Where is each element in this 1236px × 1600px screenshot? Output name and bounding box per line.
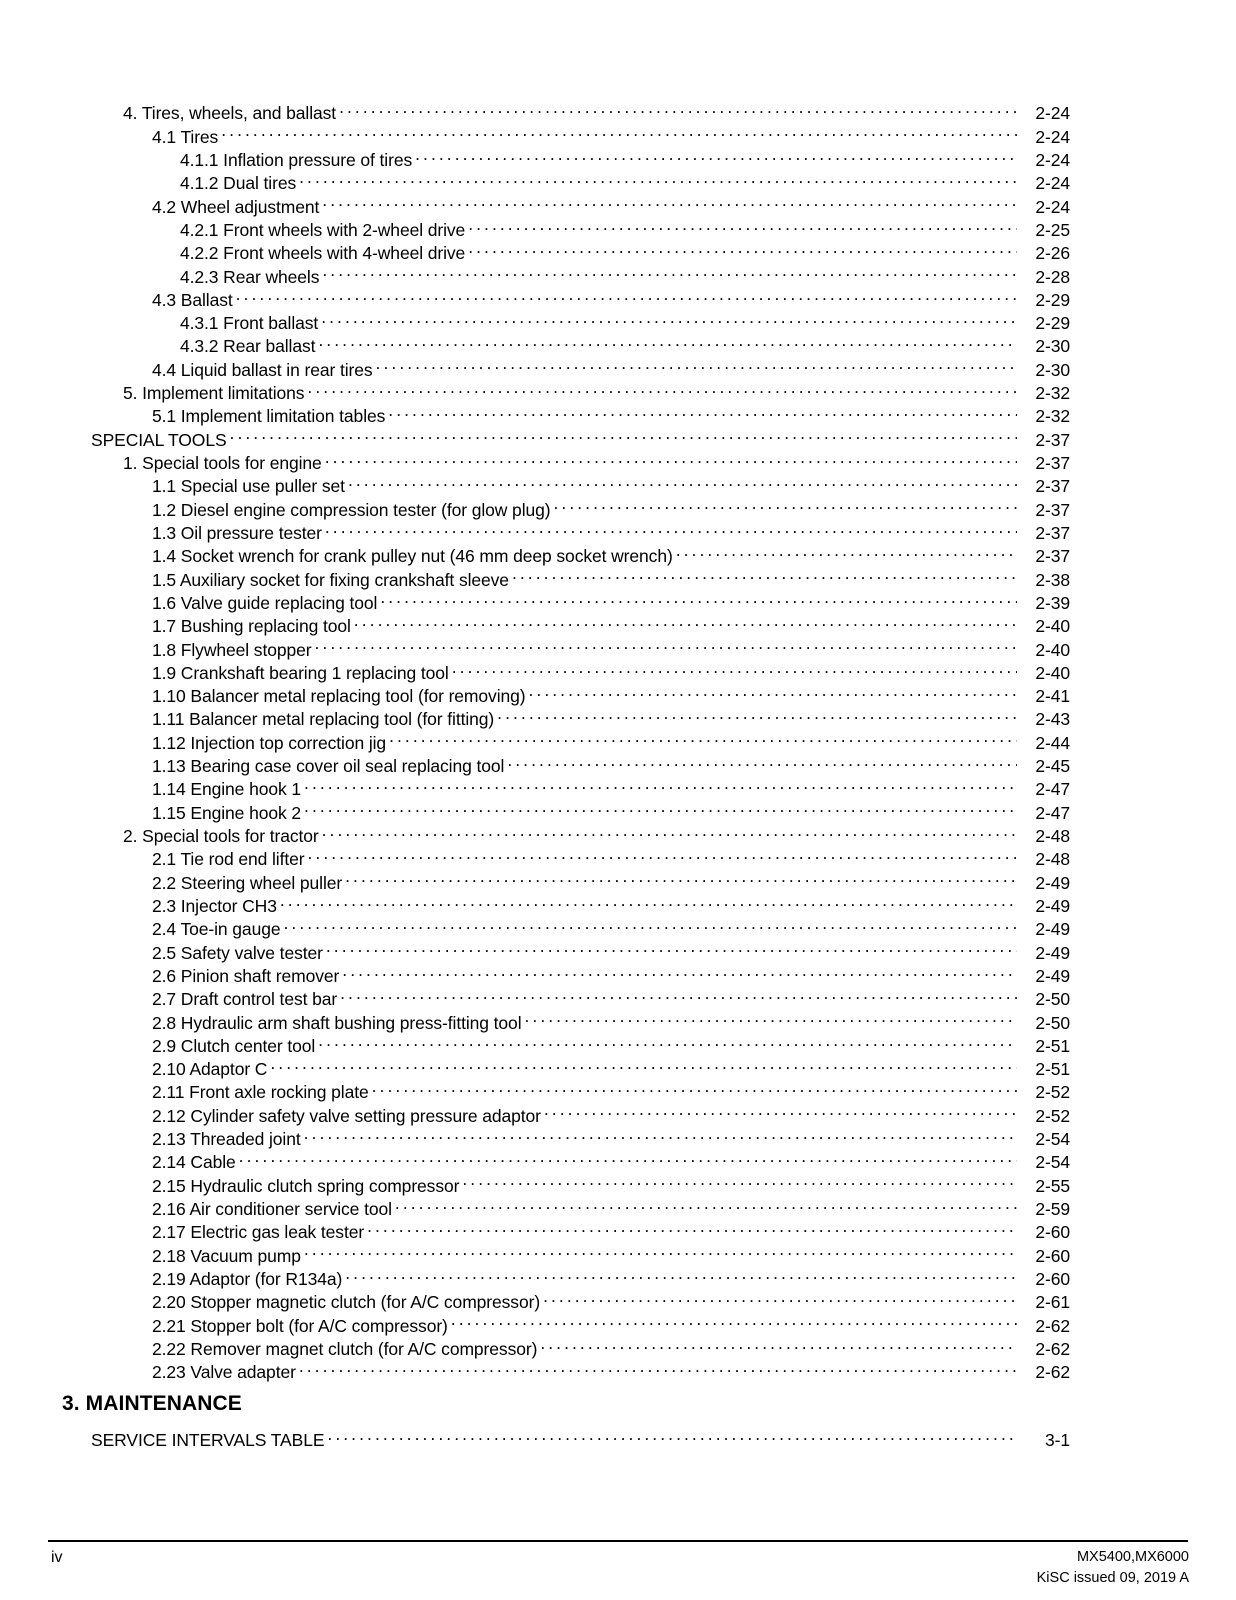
toc-dot-leader: [524, 1005, 1017, 1028]
toc-dot-leader: [321, 306, 1017, 329]
toc-entry-page: 2-62: [1035, 1362, 1070, 1383]
toc-entry-page: 2-44: [1035, 732, 1070, 753]
toc-entry-label: 1.15 Engine hook 2: [152, 802, 302, 823]
toc-entry-page: 2-39: [1035, 592, 1070, 613]
toc-entry-page: 2-55: [1035, 1175, 1070, 1196]
toc-entry-label: 2.11 Front axle rocking plate: [152, 1082, 369, 1103]
toc-entry-page: 2-24: [1035, 196, 1070, 217]
toc-entry-label: 2.19 Adaptor (for R134a): [152, 1268, 343, 1289]
toc-entry-page: 2-24: [1035, 103, 1070, 124]
toc-entry-page: 2-60: [1035, 1222, 1070, 1243]
toc-dot-leader: [325, 446, 1017, 469]
toc-dot-leader: [270, 1052, 1017, 1075]
toc-entry-label: 1.8 Flywheel stopper: [152, 639, 312, 660]
toc-entry-label: 4.1 Tires: [152, 126, 219, 147]
toc-dot-leader: [372, 1075, 1017, 1098]
toc-entry-label: 2.5 Safety valve tester: [152, 942, 323, 963]
toc-entry-label: 2.16 Air conditioner service tool: [152, 1199, 392, 1219]
toc-entry-label: 1.9 Crankshaft bearing 1 replacing tool: [152, 662, 449, 683]
toc-entry-page: 2-62: [1035, 1338, 1070, 1359]
toc-dot-leader: [340, 982, 1017, 1005]
toc-entry-label: 5.1 Implement limitation tables: [152, 406, 386, 427]
toc-entry-label: 5. Implement limitations: [123, 383, 305, 404]
toc-entry-page: 2-51: [1035, 1035, 1070, 1056]
toc-entry-page: 2-49: [1035, 965, 1070, 986]
toc-dot-leader: [468, 236, 1017, 259]
toc-entry-page: 2-32: [1035, 406, 1070, 427]
toc-entry-label: 4.2.2 Front wheels with 4-wheel drive: [180, 243, 466, 264]
toc-dot-leader: [304, 795, 1017, 818]
toc-dot-leader: [299, 166, 1017, 189]
toc-entry-page: 2-50: [1035, 1012, 1070, 1033]
toc-entry-page: 2-48: [1035, 826, 1070, 846]
toc-dot-leader: [354, 609, 1017, 632]
toc-dot-leader: [280, 889, 1017, 912]
toc-entry-page: 2-37: [1035, 546, 1070, 567]
toc-dot-leader: [507, 749, 1017, 772]
toc-dot-leader: [304, 1122, 1017, 1145]
toc-dot-leader: [376, 352, 1017, 375]
toc-entry-page: 2-37: [1035, 499, 1070, 520]
toc-entry-page: 2-37: [1035, 453, 1070, 473]
toc-entry-page: 2-40: [1035, 639, 1070, 660]
toc-entry-page: 3-1: [1045, 1429, 1070, 1450]
toc-entry-label: 1.12 Injection top correction jig: [152, 732, 387, 753]
toc-entry-page: 2-29: [1035, 289, 1070, 310]
toc-dot-leader: [236, 283, 1017, 306]
toc-entry-label: 2.4 Toe-in gauge: [152, 919, 281, 940]
toc-entry-label: SERVICE INTERVALS TABLE: [91, 1429, 325, 1450]
toc-entry-label: 1. Special tools for engine: [123, 453, 322, 473]
toc-entry-page: 2-49: [1035, 942, 1070, 963]
toc-entry-label: 2.7 Draft control test bar: [152, 989, 338, 1010]
toc-dot-leader: [389, 725, 1017, 748]
toc-entry-label: 2.3 Injector CH3: [152, 895, 277, 916]
toc-entry-page: 2-24: [1035, 126, 1070, 147]
toc-dot-leader: [342, 959, 1017, 982]
toc-dot-leader: [339, 96, 1017, 119]
toc-entry-label: 2.22 Remover magnet clutch (for A/C compressor): [152, 1338, 538, 1359]
toc-dot-leader: [327, 1423, 1017, 1446]
toc-entry-page: 2-49: [1035, 919, 1070, 940]
toc-entry-page: 2-48: [1035, 849, 1070, 870]
toc-dot-leader: [304, 1238, 1017, 1261]
toc-dot-leader: [318, 1029, 1017, 1052]
toc-entry-label: 1.13 Bearing case cover oil seal replacing tool: [152, 756, 505, 777]
toc-entry-page: 2-52: [1035, 1082, 1070, 1103]
toc-entry-page: 2-25: [1035, 219, 1070, 240]
toc-dot-leader: [553, 492, 1017, 515]
toc-entry-label: 4.1.1 Inflation pressure of tires: [180, 149, 413, 170]
toc-entry-page: 2-50: [1035, 989, 1070, 1010]
toc-dot-leader: [528, 679, 1017, 702]
toc-entry-label: SPECIAL TOOLS: [91, 429, 227, 450]
toc-entry-page: 2-52: [1035, 1105, 1070, 1126]
toc-entry-page: 2-32: [1035, 383, 1070, 404]
toc-entry-label: 2.6 Pinion shaft remover: [152, 965, 340, 986]
footer-model: MX5400,MX6000: [1076, 1549, 1189, 1565]
toc-entry-page: 2-49: [1035, 895, 1070, 916]
toc-entry-label: 4.3.2 Rear ballast: [180, 336, 316, 357]
toc-dot-leader: [540, 1332, 1017, 1355]
toc-dot-leader: [322, 259, 1017, 282]
table-of-contents: [0, 96, 1236, 1383]
toc-entry-page: 2-43: [1035, 709, 1070, 730]
toc-dot-leader: [326, 935, 1017, 958]
toc-entry-label: 2.12 Cylinder safety valve setting pressure adaptor: [152, 1105, 541, 1126]
toc-dot-leader: [497, 702, 1017, 725]
toc-entry-label: 2.8 Hydraulic arm shaft bushing press-fitting tool: [152, 1012, 522, 1033]
toc-dot-leader: [230, 422, 1017, 445]
toc-entry-label: 2.9 Clutch center tool: [152, 1035, 316, 1056]
toc-entry-label: 4.3 Ballast: [152, 289, 233, 310]
toc-dot-leader: [544, 1098, 1017, 1121]
toc-entry-label: 4.1.2 Dual tires: [180, 173, 297, 194]
toc-entry-page: 2-40: [1035, 616, 1070, 637]
toc-entry-page: 2-24: [1035, 149, 1070, 170]
toc-dot-leader: [221, 119, 1017, 142]
toc-entry-page: 2-40: [1035, 662, 1070, 683]
toc-entry-label: 1.14 Engine hook 1: [152, 779, 302, 800]
toc-entry-label: 4.3.1 Front ballast: [180, 313, 319, 334]
toc-dot-leader: [348, 469, 1017, 492]
toc-entry-page: 2-59: [1035, 1199, 1070, 1219]
toc-entry[interactable]: [0, 1423, 1236, 1450]
footer-issued: KiSC issued 09, 2019 A: [1036, 1570, 1189, 1586]
toc-entry-label: 1.2 Diesel engine compression tester (for glow plug): [152, 499, 551, 520]
toc-entry-page: 2-38: [1035, 569, 1070, 590]
toc-entry-page: 2-51: [1035, 1059, 1070, 1080]
toc-entry-page: 2-24: [1035, 173, 1070, 194]
toc-entry-page: 2-30: [1035, 336, 1070, 357]
toc-entry-label: 1.10 Balancer metal replacing tool (for removing): [152, 686, 526, 707]
toc-dot-leader: [451, 1308, 1017, 1331]
toc-dot-leader: [307, 376, 1017, 399]
toc-entry-page: 2-54: [1035, 1129, 1070, 1150]
toc-entry-page: 2-30: [1035, 359, 1070, 380]
toc-dot-leader: [512, 562, 1017, 585]
toc-entry-page: 2-37: [1035, 429, 1070, 450]
toc-entry-label: 2.14 Cable: [152, 1152, 236, 1173]
toc-dot-leader: [462, 1168, 1017, 1191]
toc-entry-label: 4.2 Wheel adjustment: [152, 196, 320, 217]
footer-page-number: iv: [51, 1549, 63, 1566]
toc-entry-page: 2-60: [1035, 1268, 1070, 1289]
toc-entry-label: 2. Special tools for tractor: [123, 826, 319, 846]
toc-entry-label: 2.23 Valve adapter: [152, 1362, 296, 1383]
toc-dot-leader: [543, 1285, 1017, 1308]
toc-dot-leader: [239, 1145, 1017, 1168]
toc-dot-leader: [452, 656, 1017, 679]
toc-dot-leader: [380, 586, 1017, 609]
toc-entry-page: 2-37: [1035, 522, 1070, 543]
toc-dot-leader: [415, 143, 1017, 166]
toc-entry-page: 2-47: [1035, 779, 1070, 800]
chapter-toc-entries: [0, 1423, 1236, 1450]
toc-entry-label: 2.15 Hydraulic clutch spring compressor: [152, 1175, 460, 1196]
toc-dot-leader: [318, 329, 1017, 352]
toc-entry-label: 4. Tires, wheels, and ballast: [123, 103, 337, 124]
toc-dot-leader: [307, 842, 1017, 865]
toc-entry-page: 2-60: [1035, 1245, 1070, 1266]
toc-entry-page: 2-61: [1035, 1292, 1070, 1313]
toc-entry-label: 1.3 Oil pressure tester: [152, 522, 322, 543]
toc-dot-leader: [283, 912, 1017, 935]
toc-entry-label: 2.13 Threaded joint: [152, 1129, 301, 1150]
footer-divider: [48, 1540, 1188, 1542]
toc-entry-page: 2-49: [1035, 872, 1070, 893]
toc-entry-page: 2-45: [1035, 756, 1070, 777]
toc-entry-page: 2-41: [1035, 686, 1070, 707]
toc-entry-page: 2-29: [1035, 313, 1070, 334]
toc-entry-label: 2.21 Stopper bolt (for A/C compressor): [152, 1315, 448, 1336]
toc-dot-leader: [676, 539, 1017, 562]
toc-entry-label: 2.1 Tie rod end lifter: [152, 849, 305, 870]
toc-dot-leader: [345, 865, 1017, 888]
toc-entry-label: 1.11 Balancer metal replacing tool (for fitting): [152, 709, 495, 730]
toc-entry-label: 1.5 Auxiliary socket for fixing crankshaft sleeve: [152, 569, 509, 590]
toc-dot-leader: [468, 213, 1017, 236]
toc-entry-label: 2.17 Electric gas leak tester: [152, 1222, 365, 1243]
toc-entry[interactable]: [0, 96, 1236, 124]
toc-dot-leader: [367, 1215, 1017, 1238]
toc-entry-label: 2.20 Stopper magnetic clutch (for A/C compressor): [152, 1292, 541, 1313]
footer-meta: [1037, 1547, 1189, 1589]
toc-entry-label: 2.10 Adaptor C: [152, 1059, 268, 1080]
toc-entry-label: 1.7 Bushing replacing tool: [152, 616, 351, 637]
toc-entry-label: 2.2 Steering wheel puller: [152, 872, 343, 893]
toc-entry-label: 4.2.3 Rear wheels: [180, 266, 320, 287]
toc-entry-label: 2.18 Vacuum pump: [152, 1245, 301, 1266]
toc-dot-leader: [345, 1262, 1017, 1285]
chapter-heading: 3. MAINTENANCE: [62, 1391, 242, 1415]
toc-entry-label: 1.4 Socket wrench for crank pulley nut (46 mm deep socket wrench): [152, 546, 673, 567]
toc-dot-leader: [395, 1192, 1017, 1215]
toc-dot-leader: [325, 516, 1017, 539]
toc-entry-label: 1.6 Valve guide replacing tool: [152, 592, 378, 613]
toc-entry-page: 2-47: [1035, 802, 1070, 823]
toc-dot-leader: [388, 399, 1017, 422]
toc-entry-page: 2-62: [1035, 1315, 1070, 1336]
toc-dot-leader: [322, 819, 1017, 842]
toc-entry-label: 4.4 Liquid ballast in rear tires: [152, 359, 373, 380]
toc-entry-label: 1.1 Special use puller set: [152, 476, 345, 497]
toc-entry-page: 2-37: [1035, 476, 1070, 497]
toc-dot-leader: [322, 189, 1017, 212]
toc-entry-page: 2-54: [1035, 1152, 1070, 1173]
toc-entry-page: 2-26: [1035, 243, 1070, 264]
toc-dot-leader: [314, 632, 1017, 655]
toc-entry-page: 2-28: [1035, 266, 1070, 287]
toc-entry-label: 4.2.1 Front wheels with 2-wheel drive: [180, 219, 466, 240]
toc-dot-leader: [304, 772, 1017, 795]
toc-dot-leader: [299, 1355, 1017, 1378]
